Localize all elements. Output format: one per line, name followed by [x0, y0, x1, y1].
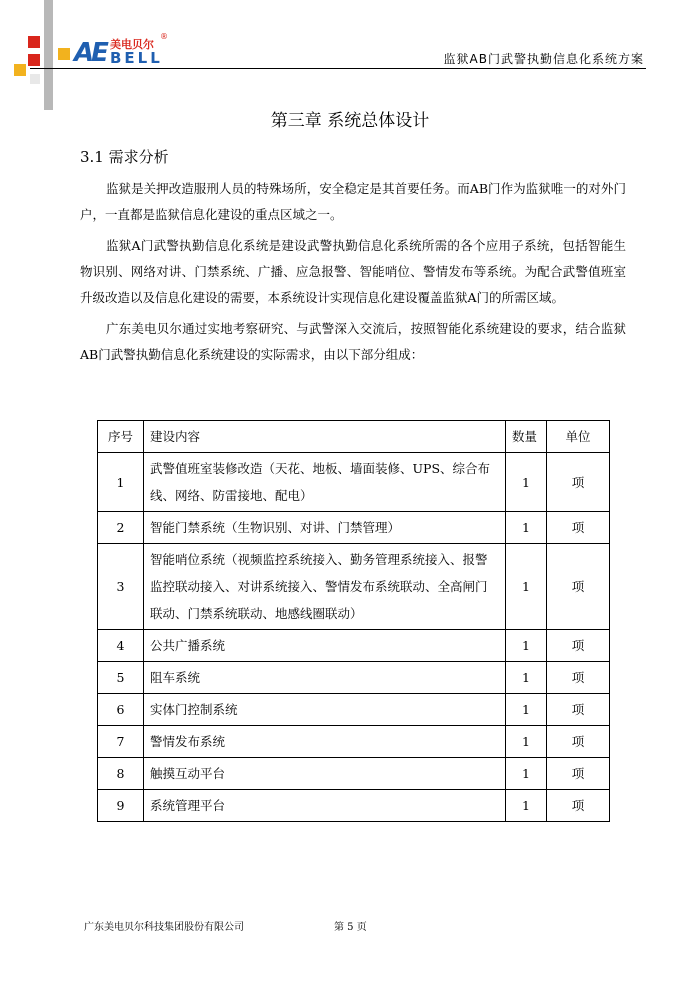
cell-unit: 项 [547, 512, 610, 544]
cell-unit: 项 [547, 453, 610, 512]
table-row [98, 544, 610, 630]
table-row [98, 726, 610, 758]
table-row [98, 790, 610, 822]
cell-quantity: 1 [506, 758, 547, 790]
cell-number: 9 [98, 790, 144, 822]
cell-content: 公共广播系统 [144, 630, 506, 662]
table-row [98, 512, 610, 544]
cell-number: 7 [98, 726, 144, 758]
table-row [98, 630, 610, 662]
cell-content: 实体门控制系统 [144, 694, 506, 726]
column-header-unit: 单位 [547, 421, 610, 453]
cell-number: 4 [98, 630, 144, 662]
cell-quantity: 1 [506, 694, 547, 726]
cell-quantity: 1 [506, 512, 547, 544]
logo-registered: ® [160, 32, 168, 41]
cell-content: 触摸互动平台 [144, 758, 506, 790]
cell-number: 3 [98, 544, 144, 630]
cell-quantity: 1 [506, 726, 547, 758]
cell-number: 1 [98, 453, 144, 512]
cell-unit: 项 [547, 758, 610, 790]
cell-number: 2 [98, 512, 144, 544]
cell-unit: 项 [547, 544, 610, 630]
logo-mark: AE [74, 38, 106, 68]
cell-quantity: 1 [506, 790, 547, 822]
cell-number: 6 [98, 694, 144, 726]
table-row [98, 694, 610, 726]
cell-quantity: 1 [506, 544, 547, 630]
logo-text-en: BELL [110, 49, 163, 67]
cell-quantity: 1 [506, 662, 547, 694]
cell-content: 智能哨位系统（视频监控系统接入、勤务管理系统接入、报警监控联动接入、对讲系统接入、警情发布系统联动、全高闸门联动、门禁系统联动、地感线圈联动） [144, 544, 506, 630]
cell-content: 警情发布系统 [144, 726, 506, 758]
header-divider [30, 68, 646, 69]
cell-content: 系统管理平台 [144, 790, 506, 822]
footer-company-name: 广东美电贝尔科技集团股份有限公司 [84, 922, 244, 933]
cell-unit: 项 [547, 726, 610, 758]
table-row [98, 453, 610, 512]
company-logo [74, 32, 174, 68]
paragraph: 广东美电贝尔通过实地考察研究、与武警深入交流后，按照智能化系统建设的要求，结合监狱AB门武警执勤信息化系统建设的实际需求，由以下部分组成： [80, 321, 626, 362]
body-text [80, 176, 626, 373]
cell-quantity: 1 [506, 630, 547, 662]
document-header-title: 监狱AB门武警执勤信息化系统方案 [443, 52, 644, 66]
column-header-quantity: 数量 [506, 421, 547, 453]
logo-text-cn: 美电贝尔 [110, 38, 154, 51]
cell-number: 8 [98, 758, 144, 790]
page-number: 第 5 页 [334, 922, 367, 933]
cell-number: 5 [98, 662, 144, 694]
cell-unit: 项 [547, 694, 610, 726]
cell-unit: 项 [547, 662, 610, 694]
table-row [98, 758, 610, 790]
cell-content: 智能门禁系统（生物识别、对讲、门禁管理） [144, 512, 506, 544]
paragraph: 监狱A门武警执勤信息化系统是建设武警执勤信息化系统所需的各个应用子系统，包括智能生物识别、网络对讲、门禁系统、广播、应急报警、智能哨位、警情发布等系统。为配合武警值班室升级改造以及信息化建设的需要，本系统设计实现信息化建设覆盖监狱A门的所需区域。 [80, 238, 626, 305]
cell-unit: 项 [547, 630, 610, 662]
chapter-title: 第三章 系统总体设计 [270, 111, 430, 131]
column-header-number: 序号 [98, 421, 144, 453]
table-header-row [98, 421, 610, 453]
cell-content: 武警值班室装修改造（天花、地板、墙面装修、UPS、综合布线、网络、防雷接地、配电） [144, 453, 506, 512]
table-row [98, 662, 610, 694]
cell-unit: 项 [547, 790, 610, 822]
cell-content: 阻车系统 [144, 662, 506, 694]
column-header-content: 建设内容 [144, 421, 506, 453]
requirements-table [97, 420, 610, 822]
cell-quantity: 1 [506, 453, 547, 512]
section-title: 3.1 需求分析 [80, 148, 169, 166]
header-decoration [0, 0, 80, 110]
paragraph: 监狱是关押改造服刑人员的特殊场所，安全稳定是其首要任务。而AB门作为监狱唯一的对外门户，一直都是监狱信息化建设的重点区域之一。 [80, 181, 626, 222]
